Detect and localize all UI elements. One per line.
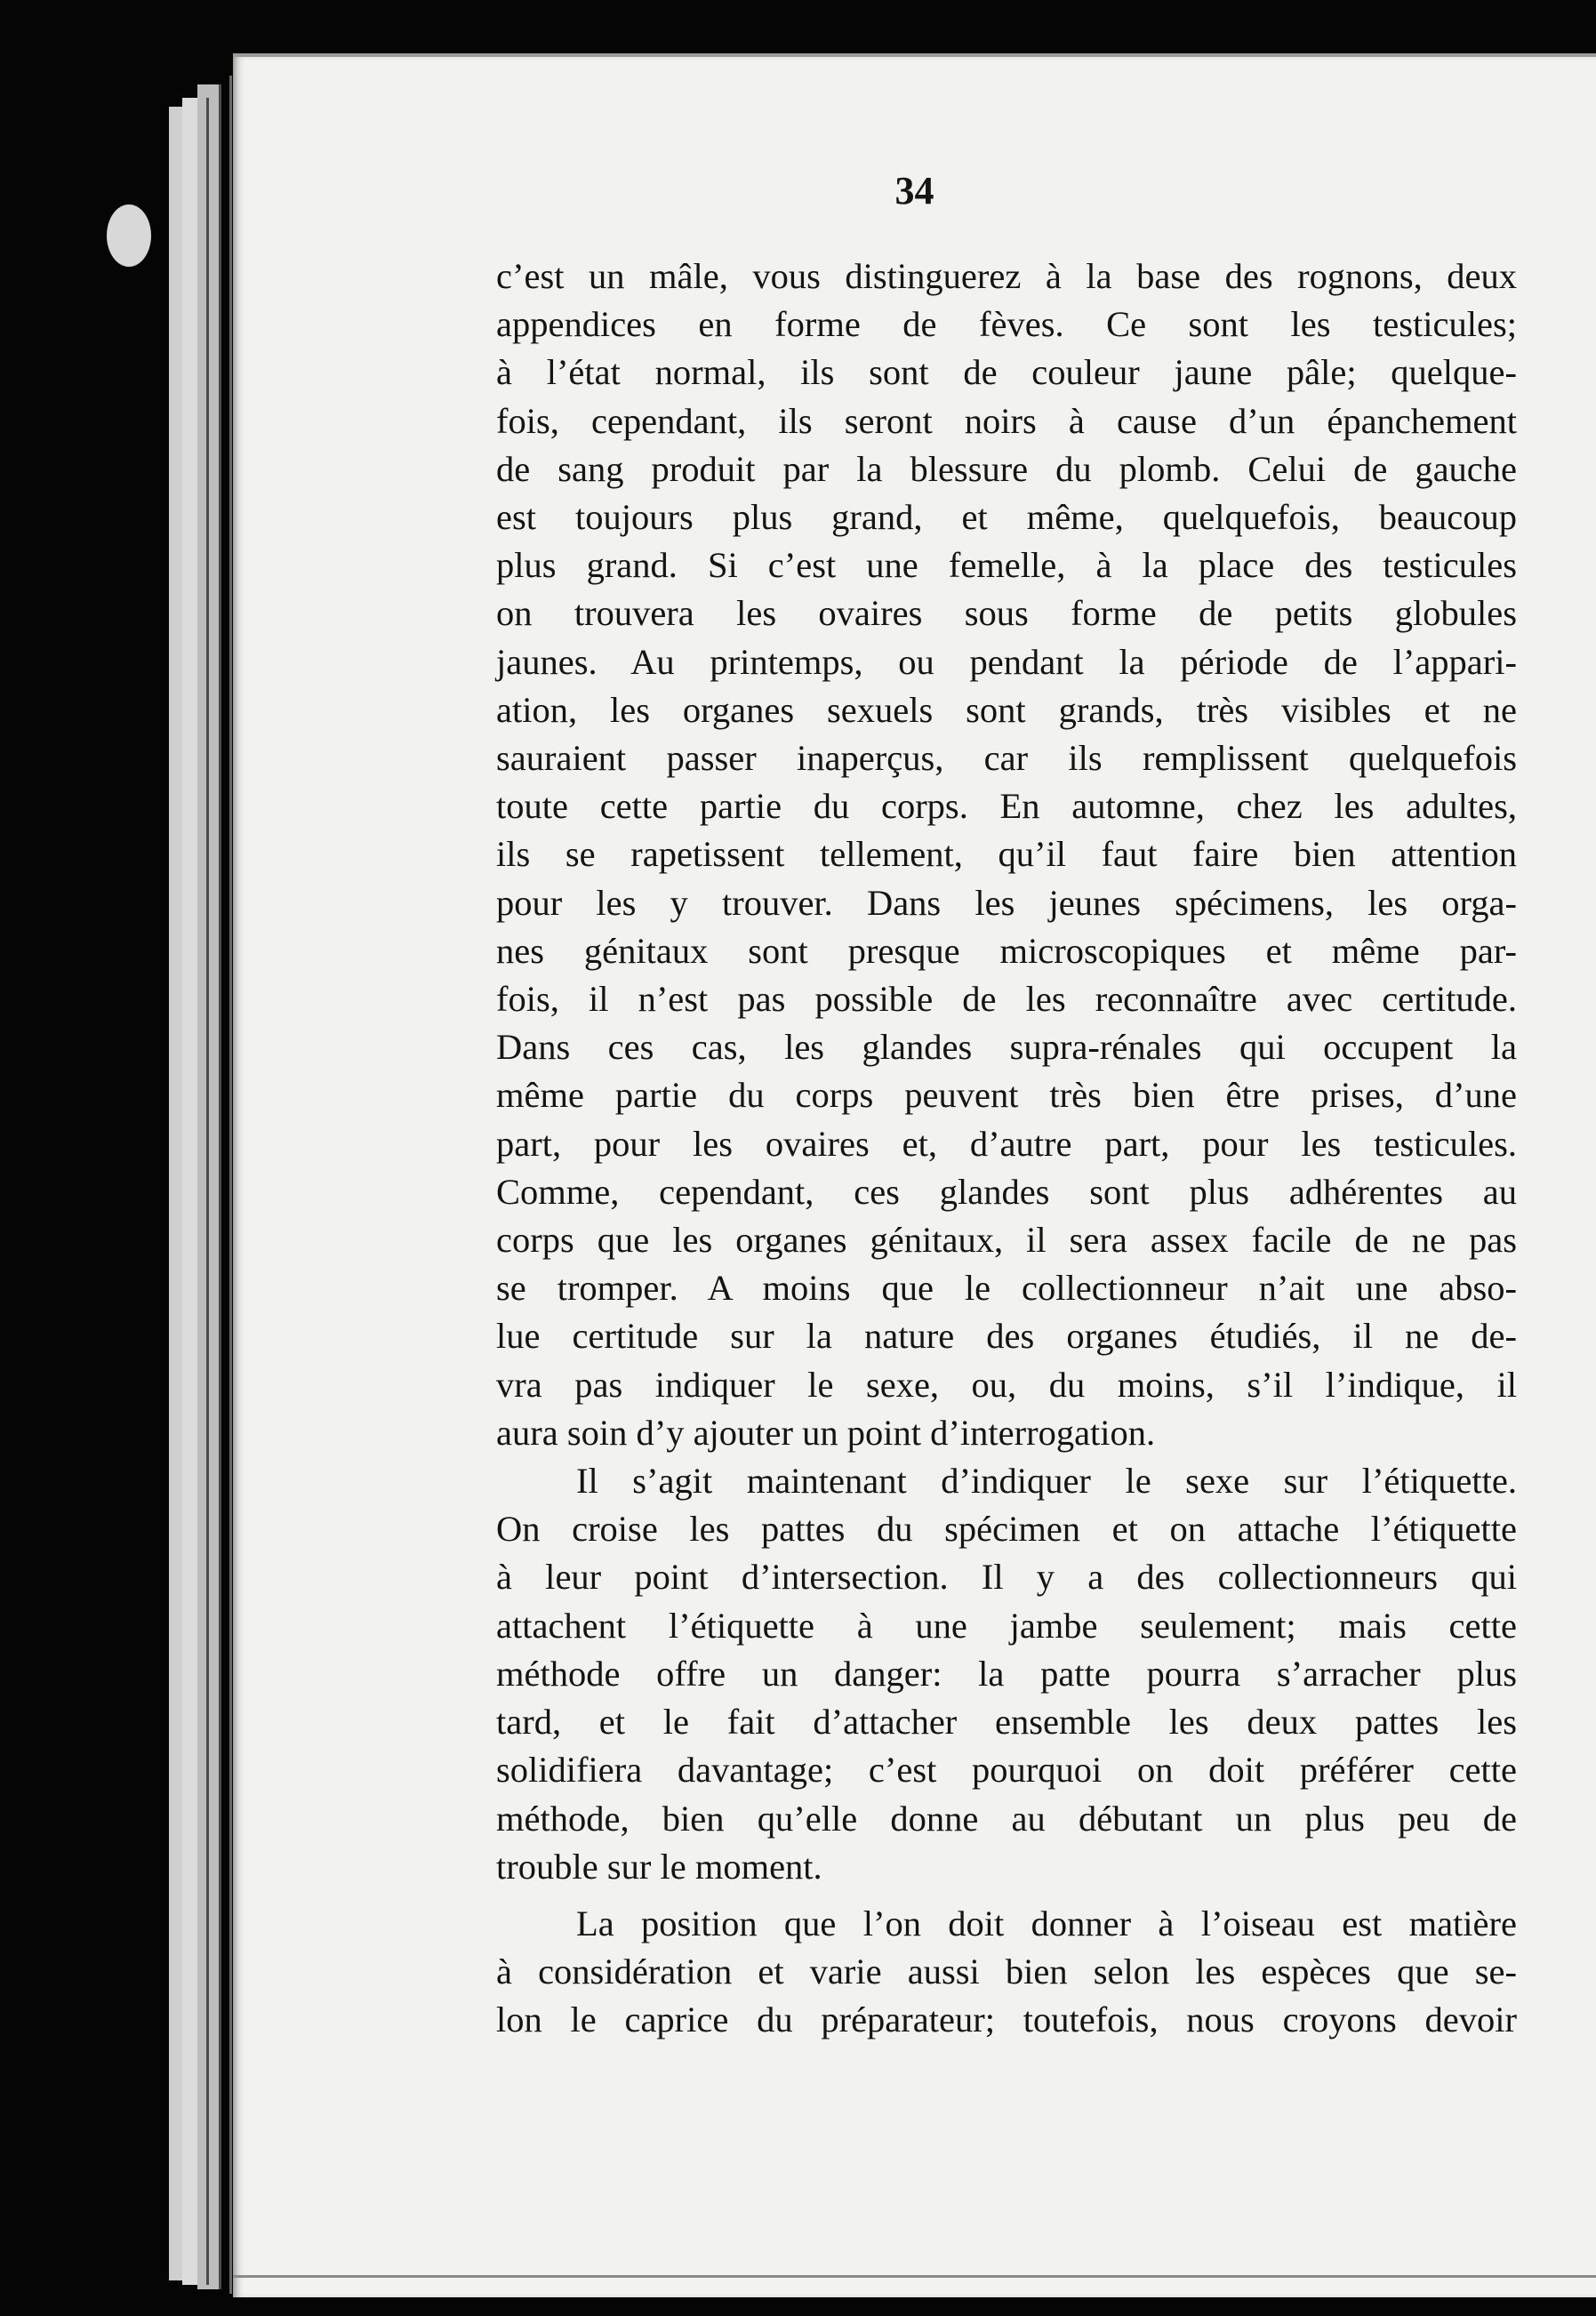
page-number: 34 [894, 169, 934, 212]
text-line: Dans ces cas, les glandes supra-rénales qui occupent la [496, 1027, 1517, 1068]
text-line: Comme, cependant, ces glandes sont plus adhérentes au [496, 1171, 1517, 1212]
text-line: se tromper. A moins que le collectionneur n’ait une abso- [496, 1268, 1517, 1309]
text-line: méthode offre un danger: la patte pourra s’arracher plus [496, 1653, 1517, 1694]
book-page [233, 53, 1596, 2297]
text-line: ils se rapetissent tellement, qu’il faut faire bien attention [496, 834, 1517, 875]
text-line: fois, il n’est pas possible de les reconnaître avec certitude. [496, 979, 1517, 1020]
book-page-edge-line [206, 98, 209, 2285]
text-line: toute cette partie du corps. En automne, chez les adultes, [496, 786, 1517, 827]
text-line: jaunes. Au printemps, ou pendant la période de l’appari- [496, 641, 1517, 682]
text-line: même partie du corps peuvent très bien être prises, d’une [496, 1075, 1517, 1116]
text-line: tard, et le fait d’attacher ensemble les deux pattes les [496, 1702, 1517, 1743]
text-line: nes génitaux sont presque microscopiques et même par- [496, 930, 1517, 971]
text-line: ation, les organes sexuels sont grands, très visibles et ne [496, 689, 1517, 730]
text-line: trouble sur le moment. [496, 1846, 822, 1887]
text-line: est toujours plus grand, et même, quelquefois, beaucoup [496, 497, 1517, 538]
text-line: à leur point d’intersection. Il y a des collectionneurs qui [496, 1557, 1517, 1598]
text-line: c’est un mâle, vous distinguerez à la base des rognons, deux [496, 256, 1517, 296]
text-line: corps que les organes génitaux, il sera assex facile de ne pas [496, 1220, 1517, 1261]
text-line: à l’état normal, ils sont de couleur jaune pâle; quelque- [496, 352, 1517, 393]
book-page-edge-line [229, 76, 232, 2294]
text-line: lon le caprice du préparateur; toutefois, nous croyons devoir [496, 1999, 1517, 2040]
text-line: lue certitude sur la nature des organes étudiés, il ne de- [496, 1316, 1517, 1357]
text-line: pour les y trouver. Dans les jeunes spécimens, les orga- [496, 882, 1517, 923]
text-line: La position que l’on doit donner à l’oiseau est matière [576, 1903, 1517, 1943]
text-line: plus grand. Si c’est une femelle, à la place des testicules [496, 545, 1517, 586]
text-line: méthode, bien qu’elle donne au débutant un plus peu de [496, 1798, 1517, 1839]
book-page-edge-line [219, 84, 221, 2289]
body-text [496, 252, 1517, 2045]
text-line: solidifiera davantage; c’est pourquoi on doit préférer cette [496, 1750, 1517, 1791]
text-line: sauraient passer inaperçus, car ils remplissent quelquefois [496, 738, 1517, 779]
text-line: de sang produit par la blessure du plomb. Celui de gauche [496, 448, 1517, 489]
text-line: appendices en forme de fèves. Ce sont les testicules; [496, 304, 1517, 345]
text-line: à considération et varie aussi bien selon les espèces que se- [496, 1951, 1517, 1992]
page-bottom-rule [233, 2275, 1596, 2278]
text-line: On croise les pattes du spécimen et on attache l’étiquette [496, 1509, 1517, 1550]
text-line: Il s’agit maintenant d’indiquer le sexe sur l’étiquette. [576, 1461, 1517, 1502]
text-line: vra pas indiquer le sexe, ou, du moins, s’il l’indique, il [496, 1364, 1517, 1405]
scan-speck [107, 204, 151, 267]
text-line: part, pour les ovaires et, d’autre part, pour les testicules. [496, 1123, 1517, 1164]
text-line: attachent l’étiquette à une jambe seulement; mais cette [496, 1605, 1517, 1646]
text-line: fois, cependant, ils seront noirs à cause d’un épanchement [496, 400, 1517, 441]
text-line: aura soin d’y ajouter un point d’interrogation. [496, 1412, 1156, 1453]
text-line: on trouvera les ovaires sous forme de petits globules [496, 593, 1517, 634]
